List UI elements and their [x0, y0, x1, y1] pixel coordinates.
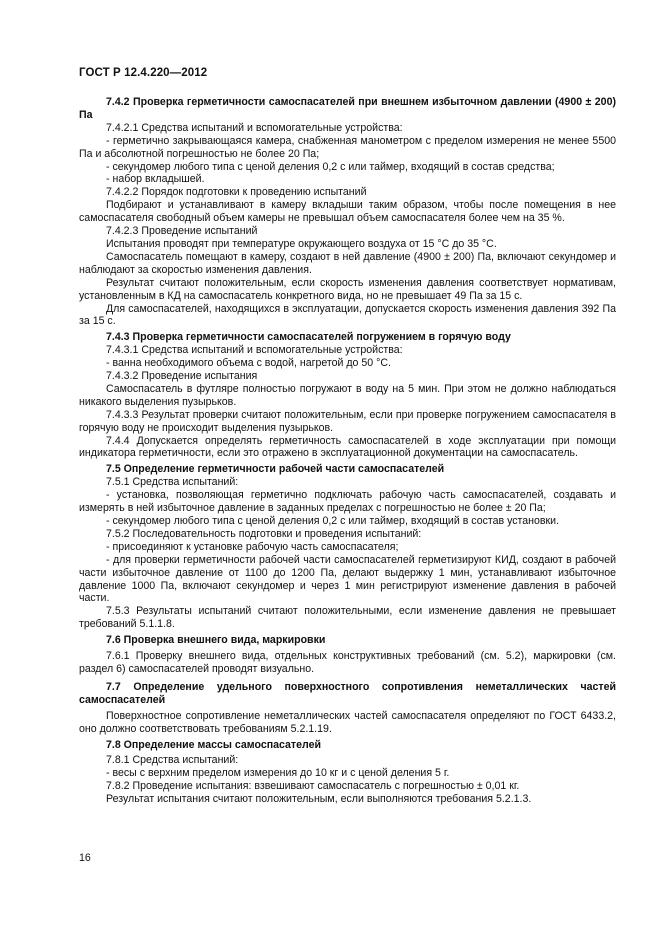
- paragraph: Испытания проводят при температуре окружающего воздуха от 15 °С до 35 °С.: [106, 237, 497, 250]
- paragraph: Самоспасатель помещают в камеру, создают в ней давление (4900 ± 200) Па, включают секундомер и наблюдают за скоростью изменения давления.: [79, 250, 616, 276]
- list-item: - набор вкладышей.: [106, 173, 205, 186]
- paragraph: 7.4.4 Допускается определять герметичность самоспасателей в ходе эксплуатации при помощи индикатора герметичности, если это отражено в эксплуатационной документации на самоспасатель.: [79, 434, 616, 460]
- section-heading-7-6: 7.6 Проверка внешнего вида, маркировки: [106, 634, 326, 647]
- paragraph: 7.5.3 Результаты испытаний считают положительными, если изменение давления не превышает требований 5.1.1.8.: [79, 605, 616, 631]
- section-heading-7-8: 7.8 Определение массы самоспасателей: [106, 738, 321, 751]
- paragraph: 7.4.2.2 Порядок подготовки к проведению испытаний: [106, 186, 367, 199]
- paragraph: 7.8.1 Средства испытаний:: [106, 754, 239, 767]
- paragraph: Результат испытания считают положительным, если выполняются требования 5.2.1.3.: [106, 793, 532, 806]
- paragraph: 7.4.2.1 Средства испытаний и вспомогательные устройства:: [106, 121, 403, 134]
- document-header: ГОСТ Р 12.4.220—2012: [79, 67, 208, 79]
- list-item: - секундомер любого типа с ценой деления 0,2 с или таймер, входящий в состав средства;: [106, 160, 555, 173]
- section-heading-7-5: 7.5 Определение герметичности рабочей части самоспасателей: [106, 463, 445, 476]
- page-number: 16: [79, 852, 91, 864]
- section-heading-7-4-2: 7.4.2 Проверка герметичности самоспасателей при внешнем избыточном давлении (4900 ± 200) Па: [79, 96, 616, 121]
- list-item: - установка, позволяющая герметично подключать рабочую часть самоспасателей, создавать и измерять в ней избыточное давление в заданных пределах с погрешностью не более ± 20 Па;: [79, 489, 616, 515]
- section-heading-7-4-3: 7.4.3 Проверка герметичности самоспасателей погружением в горячую воду: [106, 331, 511, 344]
- list-item: - герметично закрывающаяся камера, снабженная манометром с пределом измерения не менее 5500 Па и абсолютной погрешностью не более 20 Па;: [79, 134, 616, 160]
- document-body: [79, 96, 616, 806]
- list-item: - для проверки герметичности рабочей части самоспасателей герметизируют КИД, создают в рабочей части избыточное давление от 1100 до 1200 Па, делают выдержку 1 мин, устанавливают избыточное давление 1000 Па, включают секундомер и через 1 мин регистрируют изменение давления в рабочей части.: [79, 553, 616, 605]
- paragraph: 7.4.2.3 Проведение испытаний: [106, 225, 258, 238]
- paragraph: 7.5.1 Средства испытаний:: [106, 476, 239, 489]
- list-item: - весы с верхним пределом измерения до 10 кг и с ценой деления 5 г.: [106, 767, 450, 780]
- paragraph: Результат считают положительным, если скорость изменения давления соответствует нормативам, установленным в КД на самоспасатель конкретного вида, но не превышает 49 Па за 15 с.: [79, 276, 616, 302]
- paragraph: 7.6.1 Проверку внешнего вида, отдельных конструктивных требований (см. 5.2), маркировки (см. раздел 6) самоспасателей проводят визуально.: [79, 650, 616, 675]
- paragraph: Самоспасатель в футляре полностью погружают в воду на 5 мин. При этом не должно наблюдаться никакого выделения пузырьков.: [79, 382, 616, 408]
- list-item: - секундомер любого типа с ценой деления 0,2 с или таймер, входящий в состав установки.: [106, 515, 560, 527]
- paragraph: 7.8.2 Проведение испытания: взвешивают самоспасатель с погрешностью ± 0,01 кг.: [106, 780, 520, 793]
- section-heading-7-7: 7.7 Определение удельного поверхностного сопротивления неметаллических частей самоспасателей: [79, 680, 616, 706]
- paragraph: 7.4.3.1 Средства испытаний и вспомогательные устройства:: [106, 344, 403, 357]
- paragraph: Для самоспасателей, находящихся в эксплуатации, допускается скорость изменения давления 392 Па за 15 с.: [79, 302, 616, 328]
- paragraph: Поверхностное сопротивление неметаллических частей самоспасателя определяют по ГОСТ 6433.2, оно должно соответствовать требованиям 5.2.1.19.: [79, 709, 616, 735]
- paragraph: Подбирают и устанавливают в камеру вкладыши таким образом, чтобы после помещения в нее самоспасателя свободный объем камеры не превышал объем самоспасателя более чем на 35 %.: [79, 199, 616, 225]
- paragraph: 7.4.3.3 Результат проверки считают положительным, если при проверке погружением самоспасателя в горячую воду не происходит выделения пузырьков.: [79, 408, 616, 434]
- paragraph: 7.4.3.2 Проведение испытания: [106, 370, 258, 383]
- list-item: - ванна необходимого объема с водой, нагретой до 50 °С.: [106, 357, 391, 370]
- list-item: - присоединяют к установке рабочую часть самоспасателя;: [106, 540, 399, 553]
- paragraph: 7.5.2 Последовательность подготовки и проведения испытаний:: [106, 527, 422, 540]
